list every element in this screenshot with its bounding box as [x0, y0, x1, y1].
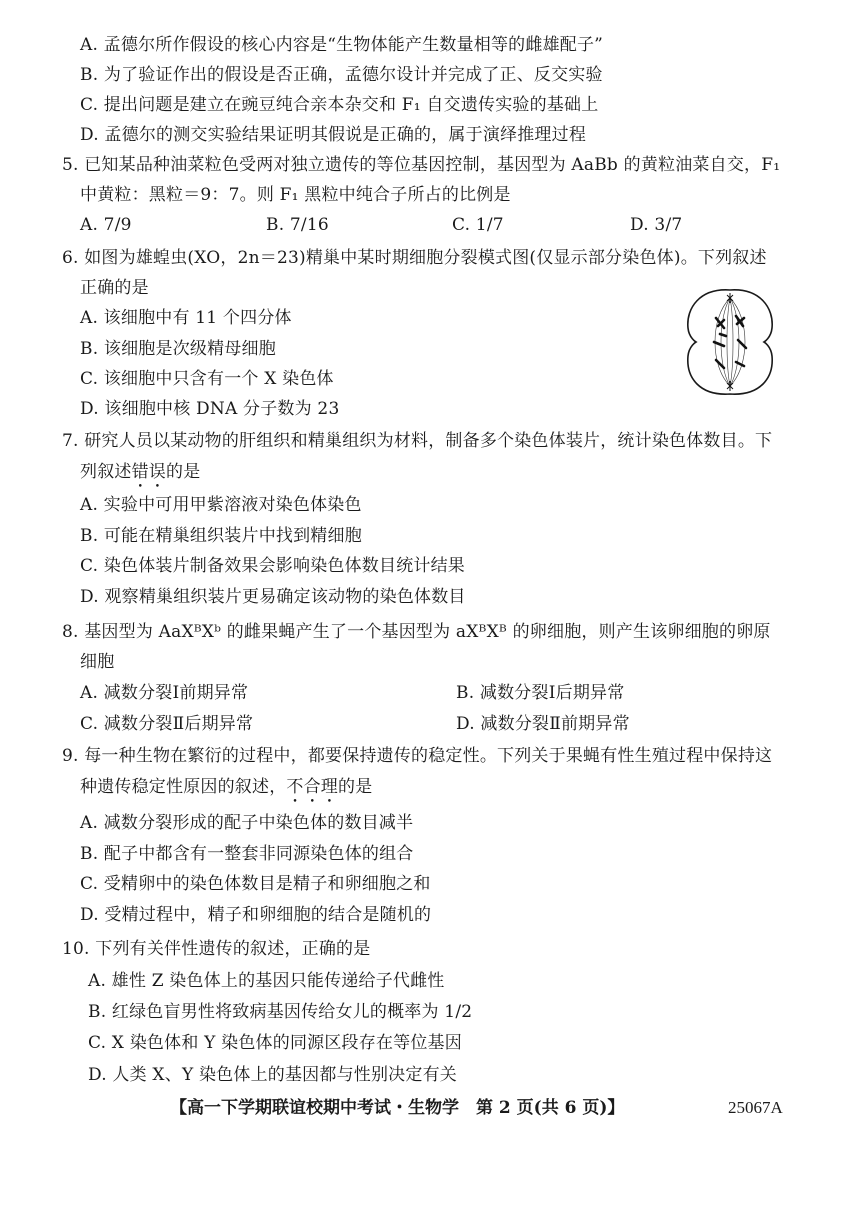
q9-stem-line1: 9. 每一种生物在繁衍的过程中，都要保持遗传的稳定性。下列关于果蝇有性生殖过程中保持这: [62, 746, 773, 766]
q5-option-c: C. 1/7: [452, 215, 504, 235]
q8-stem-line2: 细胞: [80, 652, 115, 672]
q9-stem-line2: [80, 776, 372, 807]
q5-stem-line1: 5. 已知某品种油菜粒色受两对独立遗传的等位基因控制，基因型为 AaBb 的黄粒油菜自交，F₁: [62, 155, 781, 175]
q6-stem-line1: 6. 如图为雄蝗虫(XO，2n＝23)精巢中某时期细胞分裂模式图(仅显示部分染色体)。下列叙述: [62, 248, 767, 268]
q4-option-d: D. 孟德尔的测交实验结果证明其假说是正确的，属于演绎推理过程: [80, 125, 587, 145]
q7-stem-emphasis: 错误: [131, 462, 167, 482]
page-footer: 【高一下学期联谊校期中考试・生物学 第 2 页(共 6 页)】: [170, 1098, 625, 1118]
q9-option-c: C. 受精卵中的染色体数目是精子和卵细胞之和: [80, 874, 431, 894]
q5-option-d: D. 3/7: [630, 215, 683, 235]
q8-option-c: C. 减数分裂Ⅱ后期异常: [80, 714, 254, 734]
q5-option-b: B. 7/16: [266, 215, 329, 235]
q9-stem-pre: 种遗传稳定性原因的叙述，: [80, 777, 287, 797]
q7-stem-line1: 7. 研究人员以某动物的肝组织和精巢组织为材料，制备多个染色体装片，统计染色体数目。下: [62, 431, 773, 451]
q7-stem-post: 的是: [166, 462, 201, 482]
q4-option-a: A. 孟德尔所作假设的核心内容是“生物体能产生数量相等的雌雄配子”: [80, 35, 604, 55]
q7-option-d: D. 观察精巢组织装片更易确定该动物的染色体数目: [80, 587, 466, 607]
exam-code: 25067A: [728, 1098, 783, 1117]
q4-option-b: B. 为了验证作出的假设是否正确，孟德尔设计并完成了正、反交实验: [80, 65, 603, 85]
q10-option-c: C. X 染色体和 Y 染色体的同源区段存在等位基因: [88, 1033, 462, 1053]
q9-stem-emphasis: 不合理: [286, 777, 339, 797]
q8-option-b: B. 减数分裂Ⅰ后期异常: [456, 683, 625, 703]
q4-option-c: C. 提出问题是建立在豌豆纯合亲本杂交和 F₁ 自交遗传实验的基础上: [80, 95, 599, 115]
q9-stem-post: 的是: [338, 777, 373, 797]
q6-option-d: D. 该细胞中核 DNA 分子数为 23: [80, 399, 340, 419]
q10-stem: 10. 下列有关伴性遗传的叙述，正确的是: [62, 939, 371, 959]
q7-option-b: B. 可能在精巢组织装片中找到精细胞: [80, 526, 362, 546]
q7-option-c: C. 染色体装片制备效果会影响染色体数目统计结果: [80, 556, 466, 576]
q7-option-a: A. 实验中可用甲紫溶液对染色体染色: [80, 495, 362, 515]
q9-option-b: B. 配子中都含有一整套非同源染色体的组合: [80, 844, 414, 864]
q8-option-d: D. 减数分裂Ⅱ前期异常: [456, 714, 630, 734]
q5-stem-line2: 中黄粒：黑粒＝9：7。则 F₁ 黑粒中纯合子所占的比例是: [80, 185, 511, 205]
q9-option-a: A. 减数分裂形成的配子中染色体的数目减半: [80, 813, 414, 833]
q6-option-c: C. 该细胞中只含有一个 X 染色体: [80, 369, 334, 389]
q6-stem-line2: 正确的是: [80, 278, 149, 298]
q9-option-d: D. 受精过程中，精子和卵细胞的结合是随机的: [80, 905, 432, 925]
cell-division-diagram: [680, 278, 780, 406]
q6-option-a: A. 该细胞中有 11 个四分体: [80, 308, 292, 328]
q10-option-a: A. 雄性 Z 染色体上的基因只能传递给子代雌性: [88, 971, 445, 991]
q6-option-b: B. 该细胞是次级精母细胞: [80, 339, 276, 359]
q7-stem-line2: [80, 461, 200, 492]
q10-option-b: B. 红绿色盲男性将致病基因传给女儿的概率为 1/2: [88, 1002, 473, 1022]
q8-stem-line1: 8. 基因型为 AaXᴮXᵇ 的雌果蝇产生了一个基因型为 aXᴮXᴮ 的卵细胞，则产生该卵细胞的卵原: [62, 622, 771, 642]
q10-option-d: D. 人类 X、Y 染色体上的基因都与性别决定有关: [88, 1065, 457, 1085]
q7-stem-pre: 列叙述: [80, 462, 132, 482]
q5-option-a: A. 7/9: [80, 215, 132, 235]
q8-option-a: A. 减数分裂Ⅰ前期异常: [80, 683, 249, 703]
